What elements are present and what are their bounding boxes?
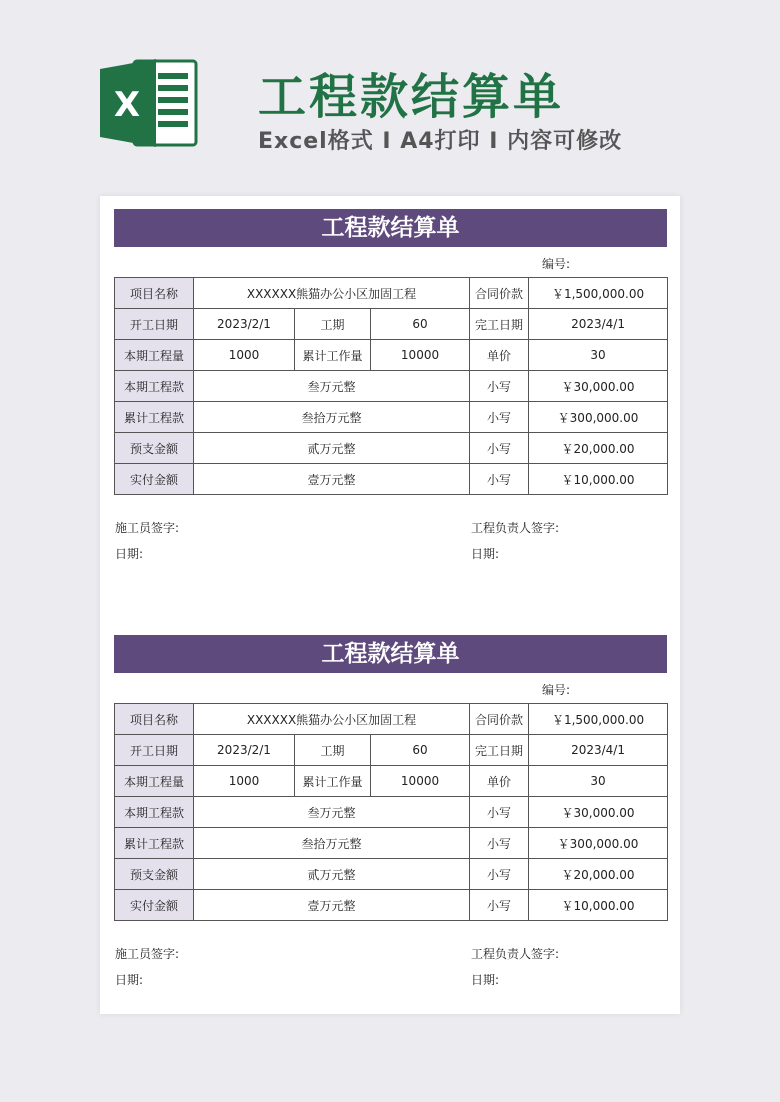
finish-date-value[interactable]: 2023/4/1 [529, 309, 668, 340]
amount-label: 实付金额 [115, 464, 194, 495]
start-date-label: 开工日期 [115, 735, 194, 766]
amount-in-figures[interactable]: ￥10,000.00 [529, 890, 668, 921]
unit-price-value[interactable]: 30 [529, 340, 668, 371]
small-label: 小写 [470, 890, 529, 921]
small-label: 小写 [470, 828, 529, 859]
contract-label: 合同价款 [470, 278, 529, 309]
contract-value[interactable]: ￥1,500,000.00 [529, 278, 668, 309]
settlement-sheet [114, 209, 667, 595]
table-row [115, 766, 668, 797]
manager-signature-label: 工程负责人签字: [471, 947, 560, 961]
amount-in-figures[interactable]: ￥300,000.00 [529, 828, 668, 859]
number-label: 编号: [542, 683, 571, 697]
amount-in-figures[interactable]: ￥20,000.00 [529, 859, 668, 890]
date-label-right: 日期: [471, 547, 500, 561]
cumulative-quantity-label: 累计工作量 [295, 766, 371, 797]
small-label: 小写 [470, 371, 529, 402]
amount-label: 实付金额 [115, 890, 194, 921]
start-date-value[interactable]: 2023/2/1 [194, 309, 295, 340]
amount-in-figures[interactable]: ￥30,000.00 [529, 371, 668, 402]
unit-price-value[interactable]: 30 [529, 766, 668, 797]
amount-label: 预支金额 [115, 433, 194, 464]
table-row [115, 464, 668, 495]
table-row [115, 340, 668, 371]
start-date-value[interactable]: 2023/2/1 [194, 735, 295, 766]
amount-in-figures[interactable]: ￥30,000.00 [529, 797, 668, 828]
finish-date-label: 完工日期 [470, 735, 529, 766]
contract-label: 合同价款 [470, 704, 529, 735]
signature-area [114, 495, 667, 595]
project-value[interactable]: XXXXXX熊猫办公小区加固工程 [194, 704, 470, 735]
project-label: 项目名称 [115, 704, 194, 735]
date-label-right: 日期: [471, 973, 500, 987]
amount-label: 本期工程款 [115, 797, 194, 828]
excel-logo [100, 55, 198, 151]
table-row [115, 859, 668, 890]
project-label: 项目名称 [115, 278, 194, 309]
cumulative-quantity-value[interactable]: 10000 [371, 766, 470, 797]
small-label: 小写 [470, 402, 529, 433]
table-row [115, 371, 668, 402]
unit-price-label: 单价 [470, 766, 529, 797]
quantity-label: 本期工程量 [115, 766, 194, 797]
amount-in-figures[interactable]: ￥300,000.00 [529, 402, 668, 433]
settlement-table [114, 703, 668, 921]
period-value[interactable]: 60 [371, 735, 470, 766]
table-row [115, 890, 668, 921]
amount-in-words[interactable]: 壹万元整 [194, 890, 470, 921]
period-label: 工期 [295, 735, 371, 766]
amount-label: 累计工程款 [115, 828, 194, 859]
finish-date-label: 完工日期 [470, 309, 529, 340]
small-label: 小写 [470, 797, 529, 828]
contract-value[interactable]: ￥1,500,000.00 [529, 704, 668, 735]
table-row [115, 309, 668, 340]
period-label: 工期 [295, 309, 371, 340]
table-row [115, 828, 668, 859]
table-row [115, 704, 668, 735]
amount-label: 预支金额 [115, 859, 194, 890]
excel-logo-letter: X [113, 85, 141, 125]
amount-in-words[interactable]: 壹万元整 [194, 464, 470, 495]
settlement-sheet [114, 635, 667, 1021]
amount-in-words[interactable]: 贰万元整 [194, 859, 470, 890]
amount-in-figures[interactable]: ￥20,000.00 [529, 433, 668, 464]
small-label: 小写 [470, 433, 529, 464]
amount-in-words[interactable]: 叁万元整 [194, 797, 470, 828]
number-row [114, 673, 667, 703]
document-paper [100, 196, 680, 1014]
sheet-title: 工程款结算单 [114, 635, 667, 673]
project-value[interactable]: XXXXXX熊猫办公小区加固工程 [194, 278, 470, 309]
cumulative-quantity-label: 累计工作量 [295, 340, 371, 371]
builder-signature-label: 施工员签字: [115, 947, 180, 961]
page-header [0, 0, 780, 185]
start-date-label: 开工日期 [115, 309, 194, 340]
date-label: 日期: [115, 547, 144, 561]
amount-in-figures[interactable]: ￥10,000.00 [529, 464, 668, 495]
table-row [115, 797, 668, 828]
finish-date-value[interactable]: 2023/4/1 [529, 735, 668, 766]
page-title: 工程款结算单 [258, 69, 565, 125]
unit-price-label: 单价 [470, 340, 529, 371]
amount-in-words[interactable]: 叁拾万元整 [194, 402, 470, 433]
amount-label: 累计工程款 [115, 402, 194, 433]
signature-area [114, 921, 667, 1021]
page-subtitle: Excel格式 I A4打印 I 内容可修改 [258, 129, 623, 154]
amount-in-words[interactable]: 叁拾万元整 [194, 828, 470, 859]
table-row [115, 735, 668, 766]
table-row [115, 402, 668, 433]
number-row [114, 247, 667, 277]
number-label: 编号: [542, 257, 571, 271]
table-row [115, 278, 668, 309]
amount-in-words[interactable]: 叁万元整 [194, 371, 470, 402]
date-label: 日期: [115, 973, 144, 987]
table-row [115, 433, 668, 464]
builder-signature-label: 施工员签字: [115, 521, 180, 535]
amount-label: 本期工程款 [115, 371, 194, 402]
small-label: 小写 [470, 859, 529, 890]
sheet-title: 工程款结算单 [114, 209, 667, 247]
period-value[interactable]: 60 [371, 309, 470, 340]
quantity-value[interactable]: 1000 [194, 766, 295, 797]
amount-in-words[interactable]: 贰万元整 [194, 433, 470, 464]
quantity-label: 本期工程量 [115, 340, 194, 371]
manager-signature-label: 工程负责人签字: [471, 521, 560, 535]
settlement-table [114, 277, 668, 495]
quantity-value[interactable]: 1000 [194, 340, 295, 371]
cumulative-quantity-value[interactable]: 10000 [371, 340, 470, 371]
small-label: 小写 [470, 464, 529, 495]
